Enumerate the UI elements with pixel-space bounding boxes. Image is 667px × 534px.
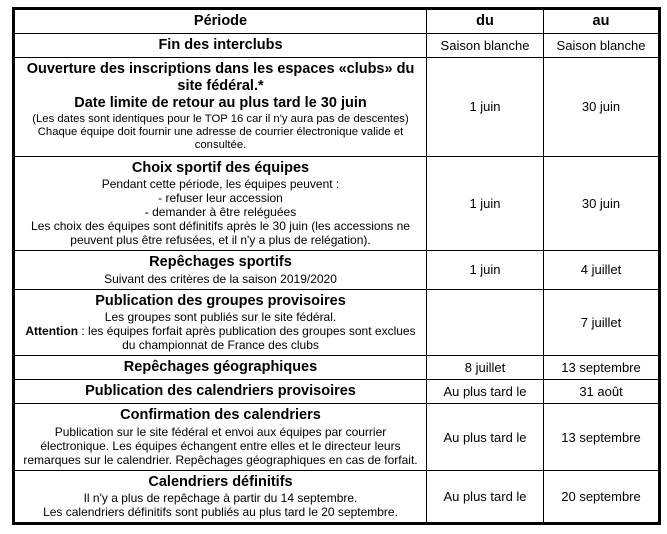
period-note-1: (Les dates sont identiques pour le TOP 16 car il n'y aura pas de descentes) bbox=[32, 112, 409, 125]
column-header-du: du bbox=[427, 9, 544, 34]
period-cell-repechages-geographiques bbox=[14, 356, 427, 380]
period-title: Choix sportif des équipes bbox=[131, 159, 310, 176]
column-header-periode: Période bbox=[14, 9, 427, 34]
schedule-table bbox=[12, 7, 661, 525]
table-row bbox=[14, 356, 660, 380]
column-header-au: au bbox=[544, 9, 660, 34]
period-attention-note bbox=[19, 324, 422, 352]
table-row bbox=[14, 471, 660, 524]
du-cell-choix-sportif: 1 juin bbox=[427, 156, 544, 251]
period-note-1: Il n'y a plus de repêchage à partir du 14 septembre. bbox=[83, 491, 358, 506]
au-cell-publication-groupes: 7 juillet bbox=[544, 289, 660, 356]
period-cell-repechages-sportifs bbox=[14, 251, 427, 289]
attention-label: Attention bbox=[25, 323, 79, 338]
table-row bbox=[14, 289, 660, 356]
table-row bbox=[14, 251, 660, 289]
au-cell-choix-sportif: 30 juin bbox=[544, 156, 660, 251]
period-cell-calendriers-definitifs bbox=[14, 471, 427, 524]
period-cell-fin-interclubs bbox=[14, 34, 427, 58]
table-header-row bbox=[14, 9, 660, 34]
du-cell-repechages-sportifs: 1 juin bbox=[427, 251, 544, 289]
au-cell-ouverture-inscriptions: 30 juin bbox=[544, 58, 660, 156]
period-title: Fin des interclubs bbox=[158, 37, 283, 54]
du-cell-confirmation-calendriers: Au plus tard le bbox=[427, 404, 544, 471]
period-title: Repêchages sportifs bbox=[149, 254, 292, 271]
au-cell-repechages-geographiques: 13 septembre bbox=[544, 356, 660, 380]
period-title: Publication des calendriers provisoires bbox=[85, 383, 356, 400]
period-note-1: Publication sur le site fédéral et envoi aux équipes par courrier électronique. Les équipes échangent entre elles et le directeur leurs remarques sur le calendrier. Repêchages géographiques en cas de forfait. bbox=[23, 424, 418, 467]
table-row bbox=[14, 58, 660, 156]
period-note-2: - refuser leur accession bbox=[158, 190, 283, 205]
du-cell-repechages-geographiques: 8 juillet bbox=[427, 356, 544, 380]
du-cell-ouverture-inscriptions: 1 juin bbox=[427, 58, 544, 156]
period-title: Confirmation des calendriers bbox=[120, 407, 321, 424]
period-cell-publication-groupes bbox=[14, 289, 427, 356]
period-cell-choix-sportif bbox=[14, 156, 427, 251]
table-row bbox=[14, 34, 660, 58]
period-cell-ouverture-inscriptions bbox=[14, 58, 427, 156]
period-cell-confirmation-calendriers bbox=[14, 404, 427, 471]
period-note-2: Les calendriers définitifs sont publiés au plus tard le 20 septembre. bbox=[43, 505, 398, 520]
au-cell-publication-calendriers: 31 août bbox=[544, 380, 660, 404]
attention-text: : les équipes forfait après publication des groupes sont exclues du championnat de France des clubs bbox=[78, 323, 416, 353]
table-row bbox=[14, 380, 660, 404]
table-row bbox=[14, 156, 660, 251]
period-note-3: - demander à être reléguées bbox=[144, 204, 297, 219]
period-title: Publication des groupes provisoires bbox=[95, 292, 346, 309]
period-title: Calendriers définitifs bbox=[148, 474, 293, 491]
period-cell-publication-calendriers bbox=[14, 380, 427, 404]
period-note-1: Pendant cette période, les équipes peuvent : bbox=[101, 176, 340, 191]
au-cell-calendriers-definitifs: 20 septembre bbox=[544, 471, 660, 524]
du-cell-publication-calendriers: Au plus tard le bbox=[427, 380, 544, 404]
period-note-4: Les choix des équipes sont définitifs après le 30 juin (les accessions ne peuvent plus être refusées, et il n'y a plus de relégation). bbox=[31, 219, 410, 248]
period-note-1: Suivant des critères de la saison 2019/2020 bbox=[104, 271, 337, 286]
period-title: Ouverture des inscriptions dans les espaces «clubs» du site fédéral.* bbox=[26, 61, 415, 95]
period-note-2: Chaque équipe doit fournir une adresse de courrier électronique valide et consultée. bbox=[37, 125, 404, 152]
du-cell-calendriers-definitifs: Au plus tard le bbox=[427, 471, 544, 524]
table-row bbox=[14, 404, 660, 471]
period-note-1: Les groupes sont publiés sur le site fédéral. bbox=[104, 309, 337, 324]
du-cell-publication-groupes bbox=[427, 289, 544, 356]
au-cell-repechages-sportifs: 4 juillet bbox=[544, 251, 660, 289]
period-title-secondary: Date limite de retour au plus tard le 30 juin bbox=[74, 95, 367, 112]
au-cell-confirmation-calendriers: 13 septembre bbox=[544, 404, 660, 471]
du-cell-fin-interclubs: Saison blanche bbox=[427, 34, 544, 58]
period-title: Repêchages géographiques bbox=[123, 359, 318, 376]
au-cell-fin-interclubs: Saison blanche bbox=[544, 34, 660, 58]
